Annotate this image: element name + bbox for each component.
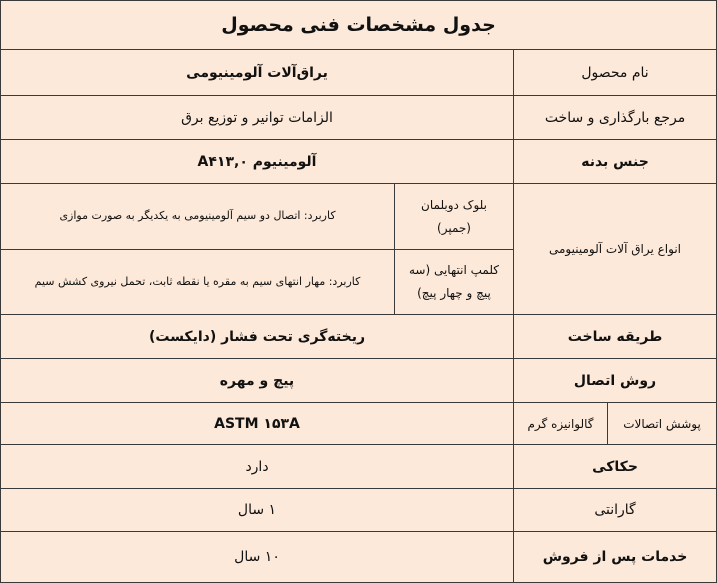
label-warranty: گارانتی [594, 502, 636, 518]
value-manufacturing-method: ریخته‌گری تحت فشار (دایکست) [148, 328, 366, 345]
table-title: جدول مشخصات فنی محصول [221, 14, 496, 36]
value-coating-standard: ASTM ۱۵۳A [214, 415, 300, 432]
label-product-name: نام محصول [581, 64, 649, 81]
label-connection-method: روش اتصال [573, 372, 657, 389]
value-coating-type: گالوانیزه گرم [527, 416, 594, 431]
value-connection-method: پیچ و مهره [219, 372, 295, 389]
value-warranty: ۱ سال [237, 502, 277, 518]
type-name-bimetal-block: بلوک دوبلمان (جمپر) [421, 197, 487, 235]
label-after-sales-service: خدمات پس از فروش [542, 549, 688, 565]
value-product-name: یراق‌آلات آلومینیومی [186, 64, 328, 81]
label-manufacturing-method: طریقه ساخت [567, 328, 663, 345]
label-engraving: حکاکی [592, 458, 638, 475]
value-approval-authority: الزامات توانیر و توزیع برق [181, 109, 333, 126]
label-connection-coating: پوشش اتصالات [623, 416, 701, 431]
value-body-material: آلومینیوم A۴۱۳,۰ [197, 153, 317, 170]
label-fitting-types: انواع یراق آلات آلومینیومی [549, 242, 681, 256]
type-usage-bimetal-block: کاربرد: اتصال دو سیم آلومینیومی به یکدیگر به صورت موازی [59, 209, 336, 223]
type-name-end-clamp: کلمپ انتهایی (سه پیچ و چهار پیچ) [408, 263, 500, 300]
value-engraving: دارد [245, 458, 269, 475]
type-usage-end-clamp: کاربرد: مهار انتهای سیم به مقره یا نقطه ثابت، تحمل نیروی کشش سیم [34, 274, 361, 288]
label-body-material: جنس بدنه [581, 153, 649, 170]
label-approval-authority: مرجع بارگذاری و ساخت [544, 109, 686, 126]
value-after-sales-service: ۱۰ سال [234, 549, 280, 565]
